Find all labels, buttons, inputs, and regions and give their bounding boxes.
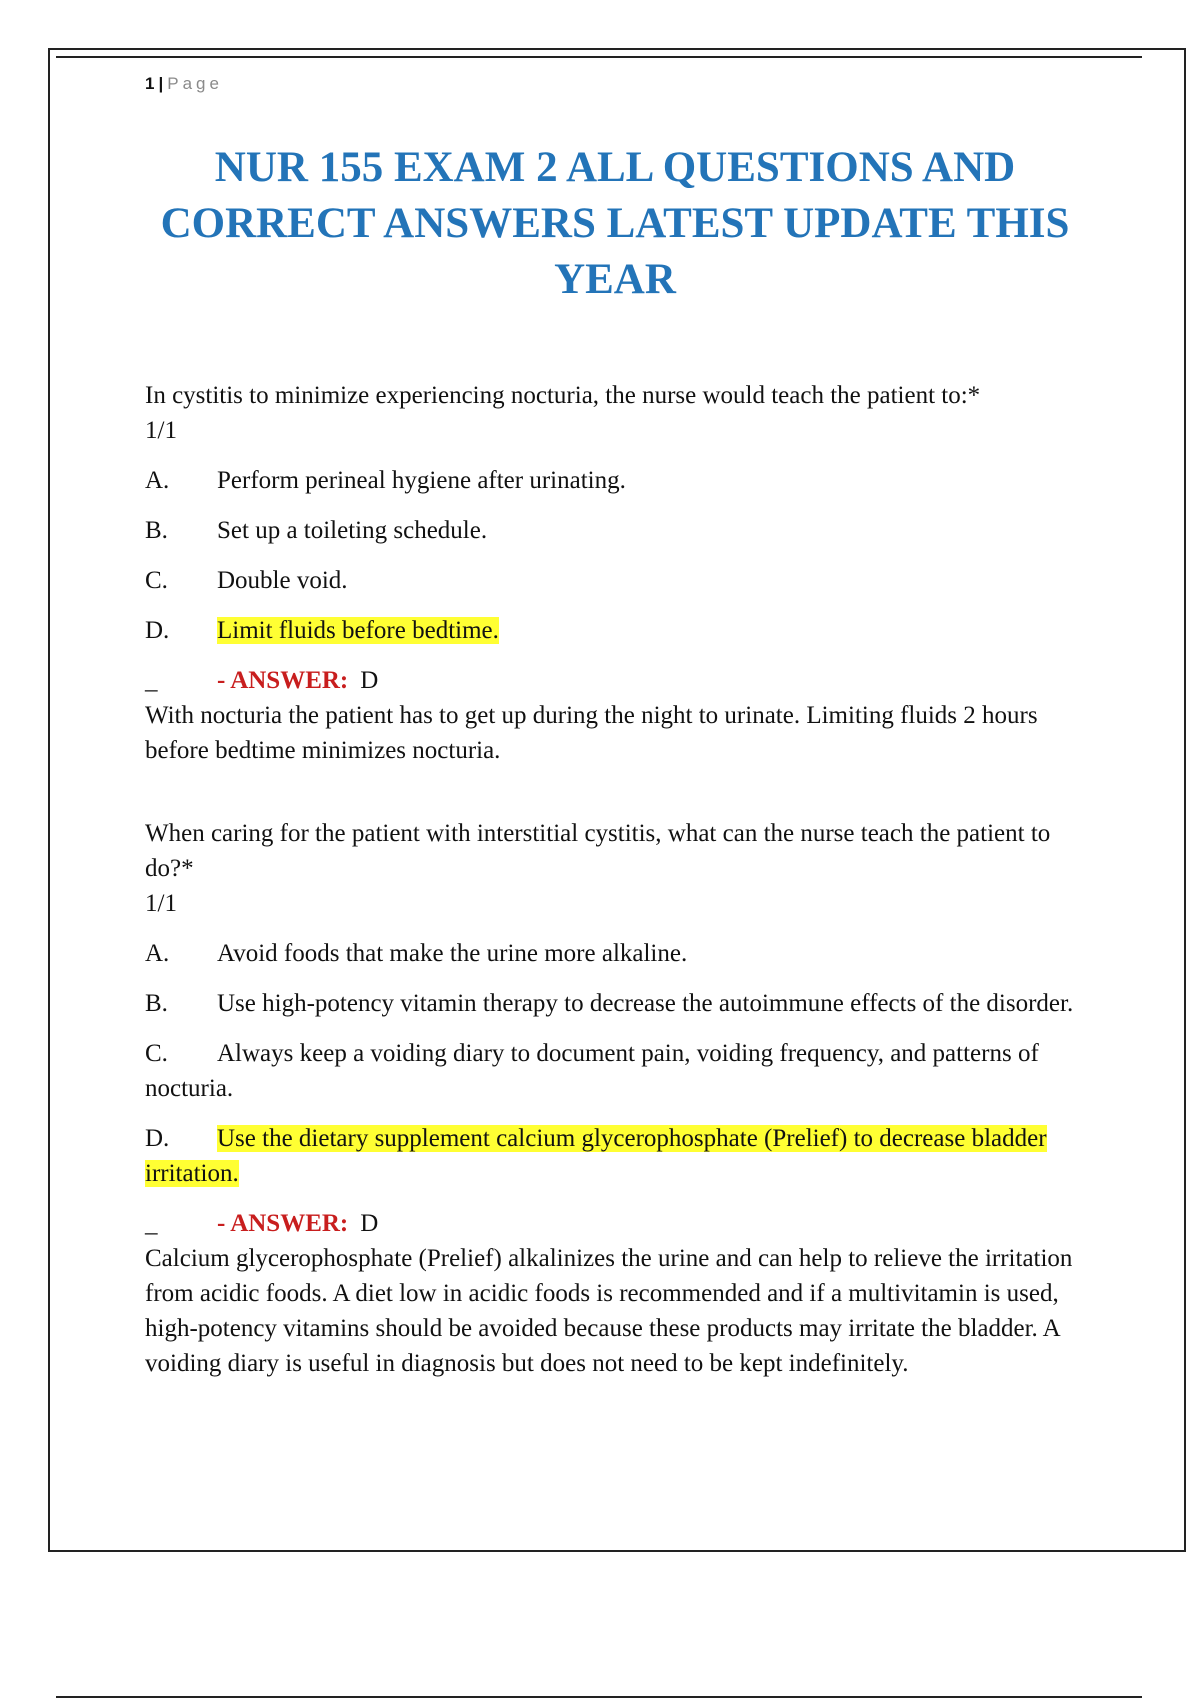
document-title: NUR 155 EXAM 2 ALL QUESTIONS AND CORRECT ANSWERS LATEST UPDATE THIS YEAR xyxy=(160,144,1070,303)
option-letter: B. xyxy=(145,517,168,544)
option-text: Always keep a voiding diary to document pain, voiding frequency, and patterns of nocturia. xyxy=(145,1040,1039,1102)
answer-label: - ANSWER: xyxy=(217,1210,349,1237)
answer-value: D xyxy=(360,1210,379,1237)
option-letter: C. xyxy=(145,1040,168,1067)
option-c xyxy=(145,563,1085,598)
question-score: 1/1 xyxy=(145,417,177,444)
option-letter: B. xyxy=(145,990,168,1017)
option-letter: D. xyxy=(145,617,170,644)
highlighted-option-text: Use the dietary supplement calcium glycerophosphate (Prelief) to decrease bladder irritation. xyxy=(145,1125,1047,1187)
option-letter: A. xyxy=(145,467,170,494)
question-block xyxy=(145,816,1085,1381)
page-header xyxy=(145,74,223,94)
option-c xyxy=(145,1036,1085,1106)
answer-dash: _ xyxy=(145,1210,158,1237)
option-text: Perform perineal hygiene after urinating. xyxy=(217,467,626,494)
option-letter: C. xyxy=(145,567,168,594)
page-word: Page xyxy=(167,74,223,93)
question-block xyxy=(145,378,1085,768)
option-text: Use high-potency vitamin therapy to decrease the autoimmune effects of the disorder. xyxy=(217,990,1074,1017)
option-text: Set up a toileting schedule. xyxy=(217,517,488,544)
option-d-correct xyxy=(145,613,1085,648)
answer-line xyxy=(145,663,1085,698)
question-score: 1/1 xyxy=(145,890,177,917)
option-a xyxy=(145,936,1085,971)
option-text: Double void. xyxy=(217,567,348,594)
option-text: Avoid foods that make the urine more alkaline. xyxy=(217,940,688,967)
highlighted-option-text: Limit fluids before bedtime. xyxy=(217,617,499,644)
document-body xyxy=(145,378,1085,1381)
answer-dash: _ xyxy=(145,667,158,694)
next-page-rule xyxy=(56,1696,1142,1698)
answer-label: - ANSWER: xyxy=(217,667,349,694)
option-letter: D. xyxy=(145,1125,170,1152)
question-prompt: In cystitis to minimize experiencing nocturia, the nurse would teach the patient to:* xyxy=(145,382,981,409)
option-letter: A. xyxy=(145,940,170,967)
page-number: 1 xyxy=(145,74,155,93)
answer-line xyxy=(145,1206,1085,1241)
option-d-correct xyxy=(145,1121,1085,1191)
option-b xyxy=(145,513,1085,548)
answer-rationale: With nocturia the patient has to get up during the night to urinate. Limiting fluids 2 hours before bedtime minimizes nocturia. xyxy=(145,702,1038,764)
answer-value: D xyxy=(360,667,379,694)
option-b xyxy=(145,986,1085,1021)
page-separator: | xyxy=(158,74,164,93)
spacer xyxy=(145,768,1085,816)
header-rule xyxy=(56,56,1142,58)
answer-rationale: Calcium glycerophosphate (Prelief) alkalinizes the urine and can help to relieve the irritation from acidic foods. A diet low in acidic foods is recommended and if a multivitamin is used, high-potency vitamins should be avoided because these products may irritate the bladder. A voiding diary is useful in diagnosis but does not need to be kept indefinitely. xyxy=(145,1245,1073,1377)
question-prompt: When caring for the patient with interstitial cystitis, what can the nurse teach the patient to do?* xyxy=(145,820,1051,882)
option-a xyxy=(145,463,1085,498)
